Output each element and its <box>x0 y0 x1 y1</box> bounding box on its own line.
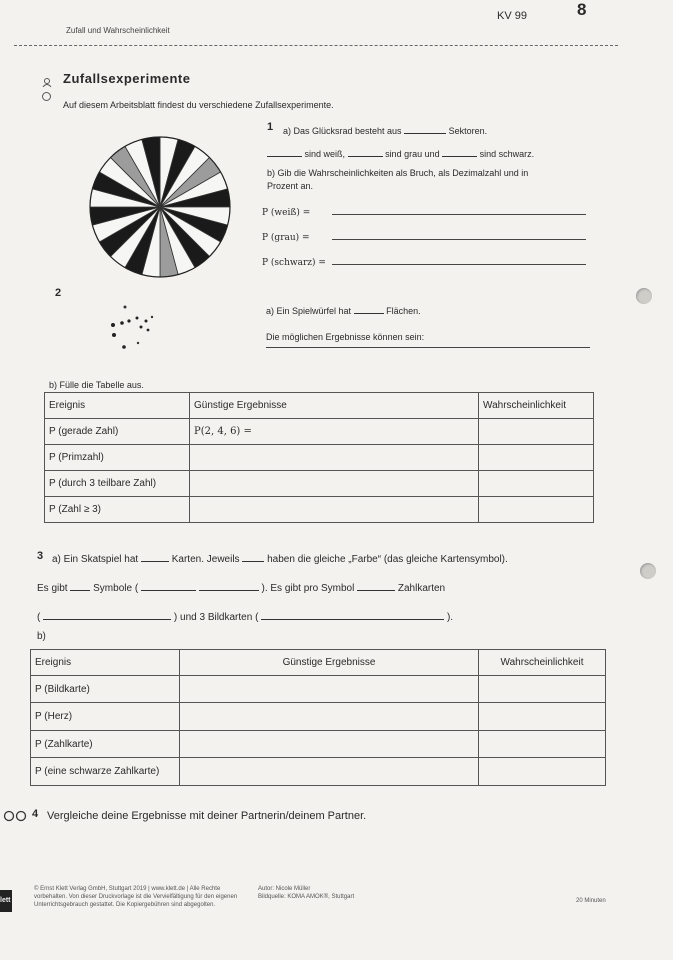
probability-cell[interactable] <box>479 445 594 471</box>
table-header: Wahrscheinlichkeit <box>479 393 594 419</box>
probability-cell[interactable] <box>479 419 594 445</box>
task2b-text: b) Fülle die Tabelle aus. <box>49 380 144 390</box>
table-row <box>45 471 594 497</box>
p-grey-label: P (grau) = <box>262 233 310 243</box>
task1a-suffix: Sektoren. <box>448 126 488 136</box>
spinning-wheel <box>74 136 246 278</box>
black-count-field[interactable] <box>442 146 477 157</box>
probability-cell[interactable] <box>479 497 594 523</box>
footer-time: 20 Minuten <box>576 898 606 904</box>
task3-l2a: Es gibt <box>37 583 68 594</box>
task3a-part1: a) Ein Skatspiel hat <box>52 554 139 565</box>
task3-l2c: ). Es gibt pro Symbol <box>261 583 355 594</box>
grey-count-field[interactable] <box>348 146 383 157</box>
outcomes-answer-field[interactable] <box>266 347 590 348</box>
table-header: Günstige Ergebnisse <box>180 650 479 676</box>
publisher-logo: lett <box>0 890 12 912</box>
table-header: Ereignis <box>45 393 190 419</box>
white-label: sind weiß, <box>304 149 346 159</box>
same-suit-field[interactable] <box>242 551 264 562</box>
event-cell: P (durch 3 teilbare Zahl) <box>45 471 190 497</box>
table-row <box>31 703 606 731</box>
favorable-cell[interactable] <box>180 676 479 703</box>
dice-icon <box>108 303 163 353</box>
task3a-part3: haben die gleiche „Farbe“ (das gleiche Kartensymbol). <box>267 554 508 565</box>
footer-copyright-2: vorbehalten. Von dieser Druckvorlage ist die Vervielfältigung für den eigenen <box>34 894 238 900</box>
task4-text: Vergleiche deine Ergebnisse mit deiner Partnerin/deinem Partner. <box>47 810 367 822</box>
face-cards-list-field[interactable] <box>261 609 444 620</box>
footer-source: Bildquelle: KOMA AMOK®, Stuttgart <box>258 894 355 900</box>
task2a-prefix: a) Ein Spielwürfel hat <box>266 306 352 316</box>
task3-l3a: ( <box>37 612 41 623</box>
table-row <box>45 445 594 471</box>
task1b-text2: Prozent an. <box>267 181 314 191</box>
task3-table <box>30 649 606 786</box>
event-cell: P (gerade Zahl) <box>45 419 190 445</box>
favorable-cell[interactable] <box>180 703 479 731</box>
page-number: 8 <box>577 0 587 19</box>
task2a-line <box>266 303 421 316</box>
task1a-line2 <box>267 146 534 159</box>
table-row <box>31 676 606 703</box>
task1a-prefix: a) Das Glücksrad besteht aus <box>283 126 402 136</box>
p-black-label: P (schwarz) = <box>262 258 326 268</box>
task3-l2b: Symbole ( <box>93 583 139 594</box>
black-label: sind schwarz. <box>479 149 535 159</box>
circle-icon <box>42 92 51 101</box>
symbols-names-field[interactable] <box>141 580 196 591</box>
task2-outcomes-text: Die möglichen Ergebnisse können sein: <box>266 332 425 342</box>
table-row <box>45 497 594 523</box>
task3a-line1 <box>52 551 508 565</box>
probability-cell[interactable] <box>479 676 606 703</box>
probability-cell[interactable] <box>479 731 606 758</box>
event-cell: P (Zahl ≥ 3) <box>45 497 190 523</box>
page-title: Zufallsexperimente <box>63 71 191 86</box>
table-row <box>31 731 606 758</box>
favorable-cell[interactable] <box>180 731 479 758</box>
probability-cell[interactable] <box>479 703 606 731</box>
header-code: KV 99 <box>497 10 527 22</box>
table-header: Günstige Ergebnisse <box>190 393 479 419</box>
task2a-suffix: Flächen. <box>386 306 421 316</box>
event-cell: P (Primzahl) <box>45 445 190 471</box>
event-cell: P (Zahlkarte) <box>31 731 180 758</box>
task3b-label: b) <box>37 631 46 642</box>
footer-copyright-3: Unterrichtsgebrauch gestattet. Die Kopiergebühren sind abgegolten. <box>34 902 216 908</box>
favorable-cell[interactable] <box>190 471 479 497</box>
grey-label: sind grau und <box>385 149 440 159</box>
partner-work-icon <box>2 809 32 821</box>
task3-l3c: ). <box>446 612 454 623</box>
table-header-row <box>45 393 594 419</box>
punch-hole <box>640 563 656 579</box>
intro-text: Auf diesem Arbeitsblatt findest du verschiedene Zufallsexperimente. <box>63 100 334 110</box>
p-white-field[interactable] <box>332 214 586 215</box>
faces-answer-field[interactable] <box>354 303 384 314</box>
table-header: Wahrscheinlichkeit <box>479 650 606 676</box>
punch-hole <box>636 288 652 304</box>
table-row <box>31 758 606 786</box>
task2-table <box>44 392 594 523</box>
p-black-field[interactable] <box>332 264 586 265</box>
task3-l2d: Zahlkarten <box>397 583 446 594</box>
pair-icon <box>42 74 52 83</box>
favorable-cell[interactable] <box>190 497 479 523</box>
footer-author: Autor: Nicole Müller <box>258 886 311 892</box>
white-count-field[interactable] <box>267 146 302 157</box>
task1b-text: b) Gib die Wahrscheinlichkeiten als Bruch, als Dezimalzahl und in <box>267 168 529 178</box>
p-white-label: P (weiß) = <box>262 208 311 218</box>
cards-count-field[interactable] <box>141 551 169 562</box>
number-cards-list-field[interactable] <box>43 609 171 620</box>
task4-number: 4 <box>32 808 39 820</box>
task1a-line <box>283 123 487 136</box>
favorable-cell[interactable] <box>180 758 479 786</box>
table-header: Ereignis <box>31 650 180 676</box>
symbols-names-field-2[interactable] <box>199 580 259 591</box>
event-cell: P (eine schwarze Zahlkarte) <box>31 758 180 786</box>
favorable-cell[interactable]: P(2, 4, 6) = <box>190 419 479 445</box>
table-row <box>45 419 594 445</box>
number-cards-field[interactable] <box>357 580 395 591</box>
task3a-line2 <box>37 580 445 594</box>
footer-copyright-1: © Ernst Klett Verlag GmbH, Stuttgart 2019 | www.klett.de | Alle Rechte <box>34 886 221 892</box>
symbols-count-field[interactable] <box>70 580 90 591</box>
table-header-row <box>31 650 606 676</box>
p-grey-field[interactable] <box>332 239 586 240</box>
task3a-line3 <box>37 609 453 623</box>
probability-cell[interactable] <box>479 471 594 497</box>
task3-number: 3 <box>37 550 44 562</box>
header-subject: Zufall und Wahrscheinlichkeit <box>66 26 170 35</box>
task2-number: 2 <box>55 287 62 299</box>
event-cell: P (Herz) <box>31 703 180 731</box>
task1-number: 1 <box>267 121 274 133</box>
task3a-part2: Karten. Jeweils <box>171 554 240 565</box>
favorable-cell[interactable] <box>190 445 479 471</box>
probability-cell[interactable] <box>479 758 606 786</box>
task3-l3b: ) und 3 Bildkarten ( <box>173 612 259 623</box>
header-divider <box>14 45 618 46</box>
sectors-answer-field[interactable] <box>404 123 446 134</box>
event-cell: P (Bildkarte) <box>31 676 180 703</box>
